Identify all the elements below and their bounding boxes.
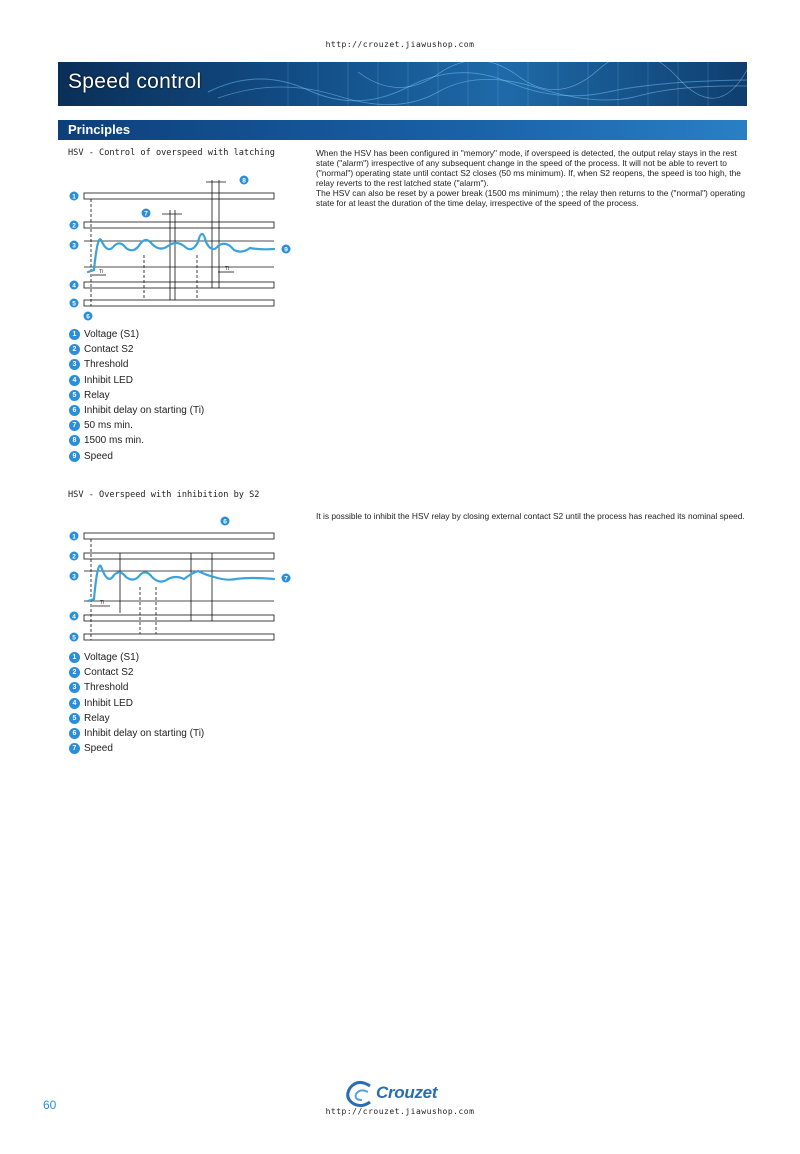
legend-number: 7 (69, 743, 80, 754)
legend-number: 3 (69, 359, 80, 370)
legend-number: 5 (69, 390, 80, 401)
legend-number: 8 (69, 435, 80, 446)
brand-name: Crouzet (376, 1083, 438, 1102)
legend-item (69, 357, 204, 372)
legend-item (69, 342, 204, 357)
page-title: Speed control (68, 70, 202, 93)
block1-heading: HSV - Control of overspeed with latching (68, 148, 275, 158)
ti-label-end: Ti (225, 266, 229, 272)
legend-label: 50 ms min. (84, 420, 133, 432)
legend-item (69, 403, 204, 418)
marker-4: 4 (72, 613, 76, 621)
legend-label: Contact S2 (84, 344, 134, 356)
legend-item (69, 726, 204, 741)
block1-legend (69, 327, 204, 464)
marker-2: 2 (72, 222, 76, 230)
top-url: http://crouzet.jiawushop.com (325, 40, 475, 49)
marker-1: 1 (72, 193, 76, 201)
marker-5: 5 (72, 300, 76, 308)
legend-item (69, 388, 204, 403)
marker-8: 8 (242, 177, 246, 185)
marker-4: 4 (72, 282, 76, 290)
marker-6: 6 (86, 313, 90, 321)
legend-label: Threshold (84, 682, 129, 694)
legend-item (69, 433, 204, 448)
speed-curve (88, 234, 274, 272)
legend-item (69, 741, 204, 756)
crouzet-logo (344, 1080, 448, 1108)
legend-item (69, 373, 204, 388)
legend-label: Speed (84, 743, 113, 755)
marker-7: 7 (284, 575, 288, 583)
legend-label: Inhibit delay on starting (Ti) (84, 405, 205, 417)
legend-label: Inhibit LED (84, 697, 133, 709)
marker-5: 5 (72, 634, 76, 642)
legend-item (69, 711, 204, 726)
legend-number: 4 (69, 698, 80, 709)
section-title: Principles (68, 122, 131, 137)
marker-1: 1 (72, 533, 76, 541)
legend-number: 1 (69, 652, 80, 663)
legend-number: 2 (69, 667, 80, 678)
legend-label: 1500 ms min. (84, 435, 145, 447)
legend-label: Voltage (S1) (84, 652, 140, 664)
legend-number: 6 (69, 728, 80, 739)
legend-number: 7 (69, 420, 80, 431)
legend-item (69, 418, 204, 433)
legend-number: 6 (69, 405, 80, 416)
legend-item (69, 327, 204, 342)
block2-legend (69, 650, 204, 756)
latching-timing-diagram (66, 170, 296, 322)
inhibition-timing-diagram (66, 513, 296, 648)
legend-number: 2 (69, 344, 80, 355)
marker-6: 6 (223, 518, 227, 526)
block1-text: When the HSV has been configured in "memory" mode, if overspeed is detected, the output relay stays in the rest state ("alarm") irrespective of any subsequent change in the speed of the process. It will not be able to revert to ("normal") operating state until contact S2 closes (50 ms minimum). If, when S2 reopens, the speed is too high, the relay reverts to the rest latched state ("alarm"). The HSV can also be reset by a power break (1500 ms minimum) ; the relay then returns to the ("normal") operating state for at least the duration of the time delay, irrespective of the speed of the process. (316, 148, 746, 208)
legend-item (69, 449, 204, 464)
legend-item (69, 650, 204, 665)
ti-label-start: Ti (99, 269, 103, 275)
crouzet-logo-icon (344, 1080, 374, 1108)
block2-heading: HSV - Overspeed with inhibition by S2 (68, 490, 260, 500)
marker-9: 9 (284, 246, 288, 254)
legend-label: Relay (84, 389, 110, 401)
bottom-url: http://crouzet.jiawushop.com (325, 1107, 475, 1116)
legend-label: Inhibit delay on starting (Ti) (84, 728, 205, 740)
legend-number: 3 (69, 682, 80, 693)
legend-label: Voltage (S1) (84, 329, 140, 341)
marker-2: 2 (72, 553, 76, 561)
block2-text: It is possible to inhibit the HSV relay by closing external contact S2 until the process has reached its nominal speed. (316, 511, 745, 521)
title-banner (58, 62, 747, 106)
legend-number: 4 (69, 375, 80, 386)
legend-label: Threshold (84, 359, 129, 371)
marker-7: 7 (144, 210, 148, 218)
legend-label: Speed (84, 450, 113, 462)
legend-number: 1 (69, 329, 80, 340)
legend-item (69, 696, 204, 711)
legend-item (69, 665, 204, 680)
ti-label: Ti (100, 600, 104, 606)
legend-label: Inhibit LED (84, 374, 133, 386)
legend-label: Contact S2 (84, 667, 134, 679)
legend-number: 9 (69, 451, 80, 462)
page-number: 60 (43, 1098, 57, 1112)
marker-3: 3 (72, 242, 76, 250)
section-header (58, 120, 747, 140)
legend-label: Relay (84, 712, 110, 724)
marker-3: 3 (72, 573, 76, 581)
legend-item (69, 680, 204, 695)
legend-number: 5 (69, 713, 80, 724)
